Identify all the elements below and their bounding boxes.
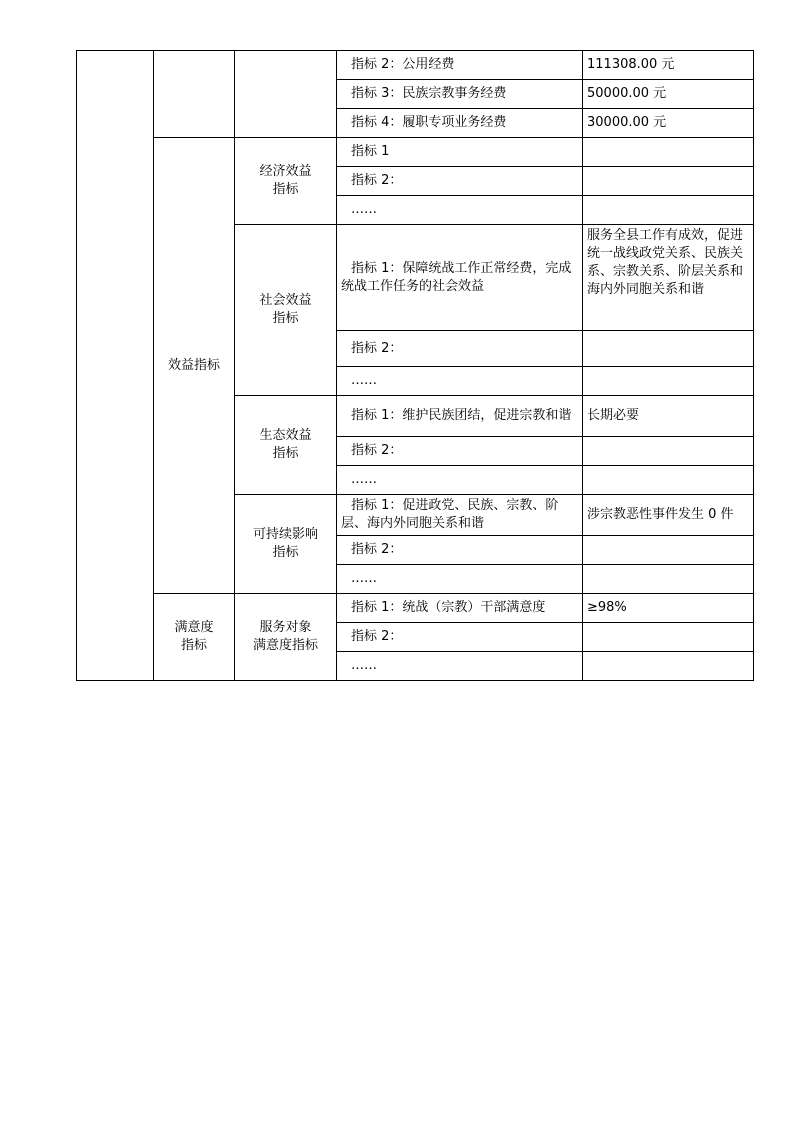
value-cell [583,466,754,495]
table-row [77,594,754,623]
indicator-cell: 指标 1：促进政党、民族、宗教、阶层、海内外同胞关系和谐 [337,495,583,536]
satisfaction-indicator-label: 满意度 指标 [154,594,235,681]
value-cell: 服务全县工作有成效，促进统一战线政党关系、民族关系、宗教关系、阶层关系和海内外同胞关系和谐 [583,225,754,331]
indicator-cell: 指标 3：民族宗教事务经费 [337,80,583,109]
indicator-cell: 指标 1：维护民族团结，促进宗教和谐 [337,396,583,437]
service-target-satisfaction-label: 服务对象 满意度指标 [235,594,337,681]
blank-category-cell [77,51,154,681]
economic-benefit-label: 经济效益 指标 [235,138,337,225]
value-cell: ≥98% [583,594,754,623]
value-cell: 长期必要 [583,396,754,437]
value-cell: 30000.00 元 [583,109,754,138]
indicator-cell: …… [337,466,583,495]
indicator-cell: 指标 1：统战（宗教）干部满意度 [337,594,583,623]
performance-indicator-table [76,50,754,681]
indicator-cell: 指标 2： [337,623,583,652]
value-cell [583,652,754,681]
value-cell [583,623,754,652]
indicator-cell: 指标 2： [337,331,583,367]
indicator-cell: …… [337,367,583,396]
indicator-cell: 指标 2： [337,437,583,466]
social-benefit-label: 社会效益 指标 [235,225,337,396]
ecological-benefit-label: 生态效益 指标 [235,396,337,495]
value-cell [583,367,754,396]
value-cell [583,565,754,594]
value-cell [583,196,754,225]
value-cell [583,536,754,565]
indicator-cell: 指标 2： [337,167,583,196]
value-cell: 111308.00 元 [583,51,754,80]
value-cell [583,138,754,167]
blank-secondary-cell [235,51,337,138]
benefit-indicator-label: 效益指标 [154,138,235,594]
table-row [77,138,754,167]
value-cell [583,167,754,196]
indicator-cell: 指标 2：公用经费 [337,51,583,80]
indicator-cell: …… [337,652,583,681]
indicator-cell: 指标 2： [337,536,583,565]
sustainable-impact-label: 可持续影响 指标 [235,495,337,594]
table-row [77,51,754,80]
indicator-cell: …… [337,196,583,225]
value-cell: 50000.00 元 [583,80,754,109]
indicator-cell: 指标 4：履职专项业务经费 [337,109,583,138]
indicator-cell: 指标 1：保障统战工作正常经费，完成统战工作任务的社会效益 [337,225,583,331]
value-cell [583,437,754,466]
value-cell [583,331,754,367]
value-cell: 涉宗教恶性事件发生 0 件 [583,495,754,536]
indicator-cell: 指标 1 [337,138,583,167]
blank-primary-cell [154,51,235,138]
indicator-cell: …… [337,565,583,594]
